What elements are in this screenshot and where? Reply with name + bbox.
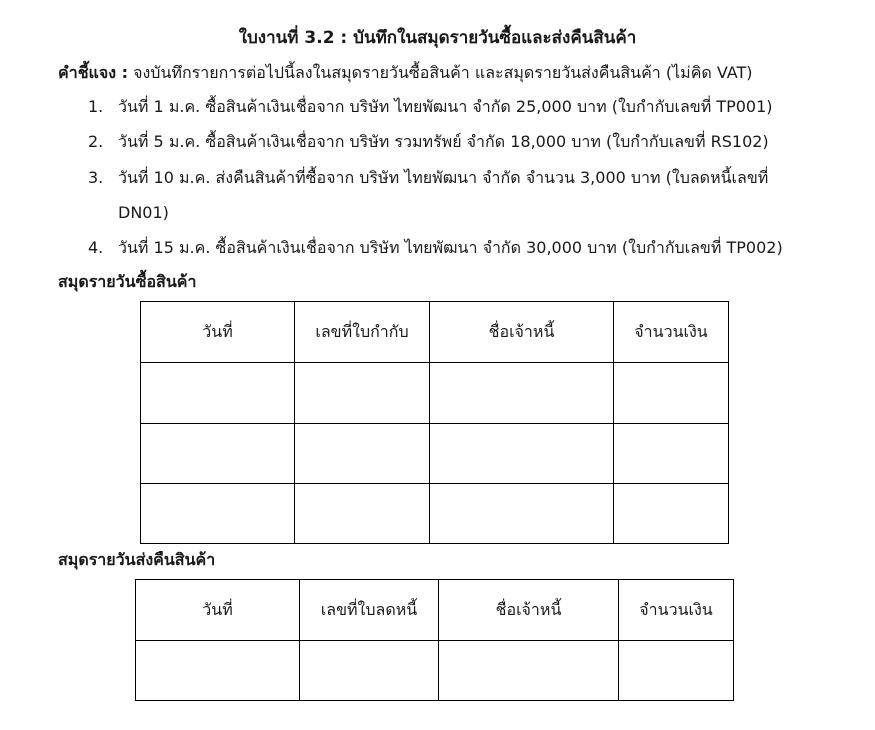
column-header-amount: จำนวนเงิน bbox=[619, 580, 734, 641]
table-cell[interactable] bbox=[295, 363, 430, 424]
transaction-text: วันที่ 5 ม.ค. ซื้อสินค้าเงินเชื่อจาก บริษัท รวมทรัพย์ จำกัด 18,000 บาท (ใบกำกับเลขที่ RS102) bbox=[118, 132, 769, 151]
table-cell[interactable] bbox=[430, 363, 614, 424]
table-header-row bbox=[136, 580, 734, 641]
table-row bbox=[141, 484, 729, 544]
transaction-text: วันที่ 15 ม.ค. ซื้อสินค้าเงินเชื่อจาก บริษัท ไทยพัฒนา จำกัด 30,000 บาท (ใบกำกับเลขที่ TP002) bbox=[118, 238, 783, 257]
instruction bbox=[58, 61, 753, 85]
purchase-journal-table bbox=[140, 301, 729, 544]
transaction-number: 3. bbox=[88, 168, 104, 187]
table-row bbox=[136, 641, 734, 701]
returns-journal-heading: สมุดรายวันส่งคืนสินค้า bbox=[58, 550, 216, 569]
table-cell[interactable] bbox=[614, 484, 729, 544]
column-header-date: วันที่ bbox=[141, 302, 295, 363]
table-cell[interactable] bbox=[295, 484, 430, 544]
worksheet-title: ใบงานที่ 3.2 : บันทึกในสมุดรายวันซื้อและส่งคืนสินค้า bbox=[238, 28, 637, 48]
table-cell[interactable] bbox=[430, 424, 614, 484]
returns-journal-table bbox=[135, 579, 734, 701]
table-cell[interactable] bbox=[614, 424, 729, 484]
column-header-amount: จำนวนเงิน bbox=[614, 302, 729, 363]
column-header-debit-note-number: เลขที่ใบลดหนี้ bbox=[300, 580, 439, 641]
transaction-text: DN01) bbox=[118, 203, 169, 222]
column-header-creditor-name: ชื่อเจ้าหนี้ bbox=[439, 580, 619, 641]
table-cell[interactable] bbox=[430, 484, 614, 544]
transaction-text: วันที่ 1 ม.ค. ซื้อสินค้าเงินเชื่อจาก บริษัท ไทยพัฒนา จำกัด 25,000 บาท (ใบกำกับเลขที่ TP001) bbox=[118, 97, 773, 116]
transaction-number: 1. bbox=[88, 97, 104, 116]
purchase-journal-heading: สมุดรายวันซื้อสินค้า bbox=[58, 272, 197, 291]
table-cell[interactable] bbox=[300, 641, 439, 701]
table-row bbox=[141, 363, 729, 424]
table-cell[interactable] bbox=[141, 484, 295, 544]
table-cell[interactable] bbox=[439, 641, 619, 701]
table-cell[interactable] bbox=[295, 424, 430, 484]
instruction-text: จงบันทึกรายการต่อไปนี้ลงในสมุดรายวันซื้อสินค้า และสมุดรายวันส่งคืนสินค้า (ไม่คิด VAT) bbox=[133, 63, 753, 82]
transaction-text: วันที่ 10 ม.ค. ส่งคืนสินค้าที่ซื้อจาก บริษัท ไทยพัฒนา จำกัด จำนวน 3,000 บาท (ใบลดหนี้เลขที่ bbox=[118, 168, 769, 187]
column-header-creditor-name: ชื่อเจ้าหนี้ bbox=[430, 302, 614, 363]
table-cell[interactable] bbox=[141, 363, 295, 424]
transaction-number: 4. bbox=[88, 238, 104, 257]
column-header-invoice-number: เลขที่ใบกำกับ bbox=[295, 302, 430, 363]
table-header-row bbox=[141, 302, 729, 363]
transaction-number: 2. bbox=[88, 132, 104, 151]
table-row bbox=[141, 424, 729, 484]
table-cell[interactable] bbox=[614, 363, 729, 424]
table-cell[interactable] bbox=[141, 424, 295, 484]
table-cell[interactable] bbox=[619, 641, 734, 701]
instruction-label: คำชี้แจง : bbox=[58, 63, 129, 82]
column-header-date: วันที่ bbox=[136, 580, 300, 641]
table-cell[interactable] bbox=[136, 641, 300, 701]
